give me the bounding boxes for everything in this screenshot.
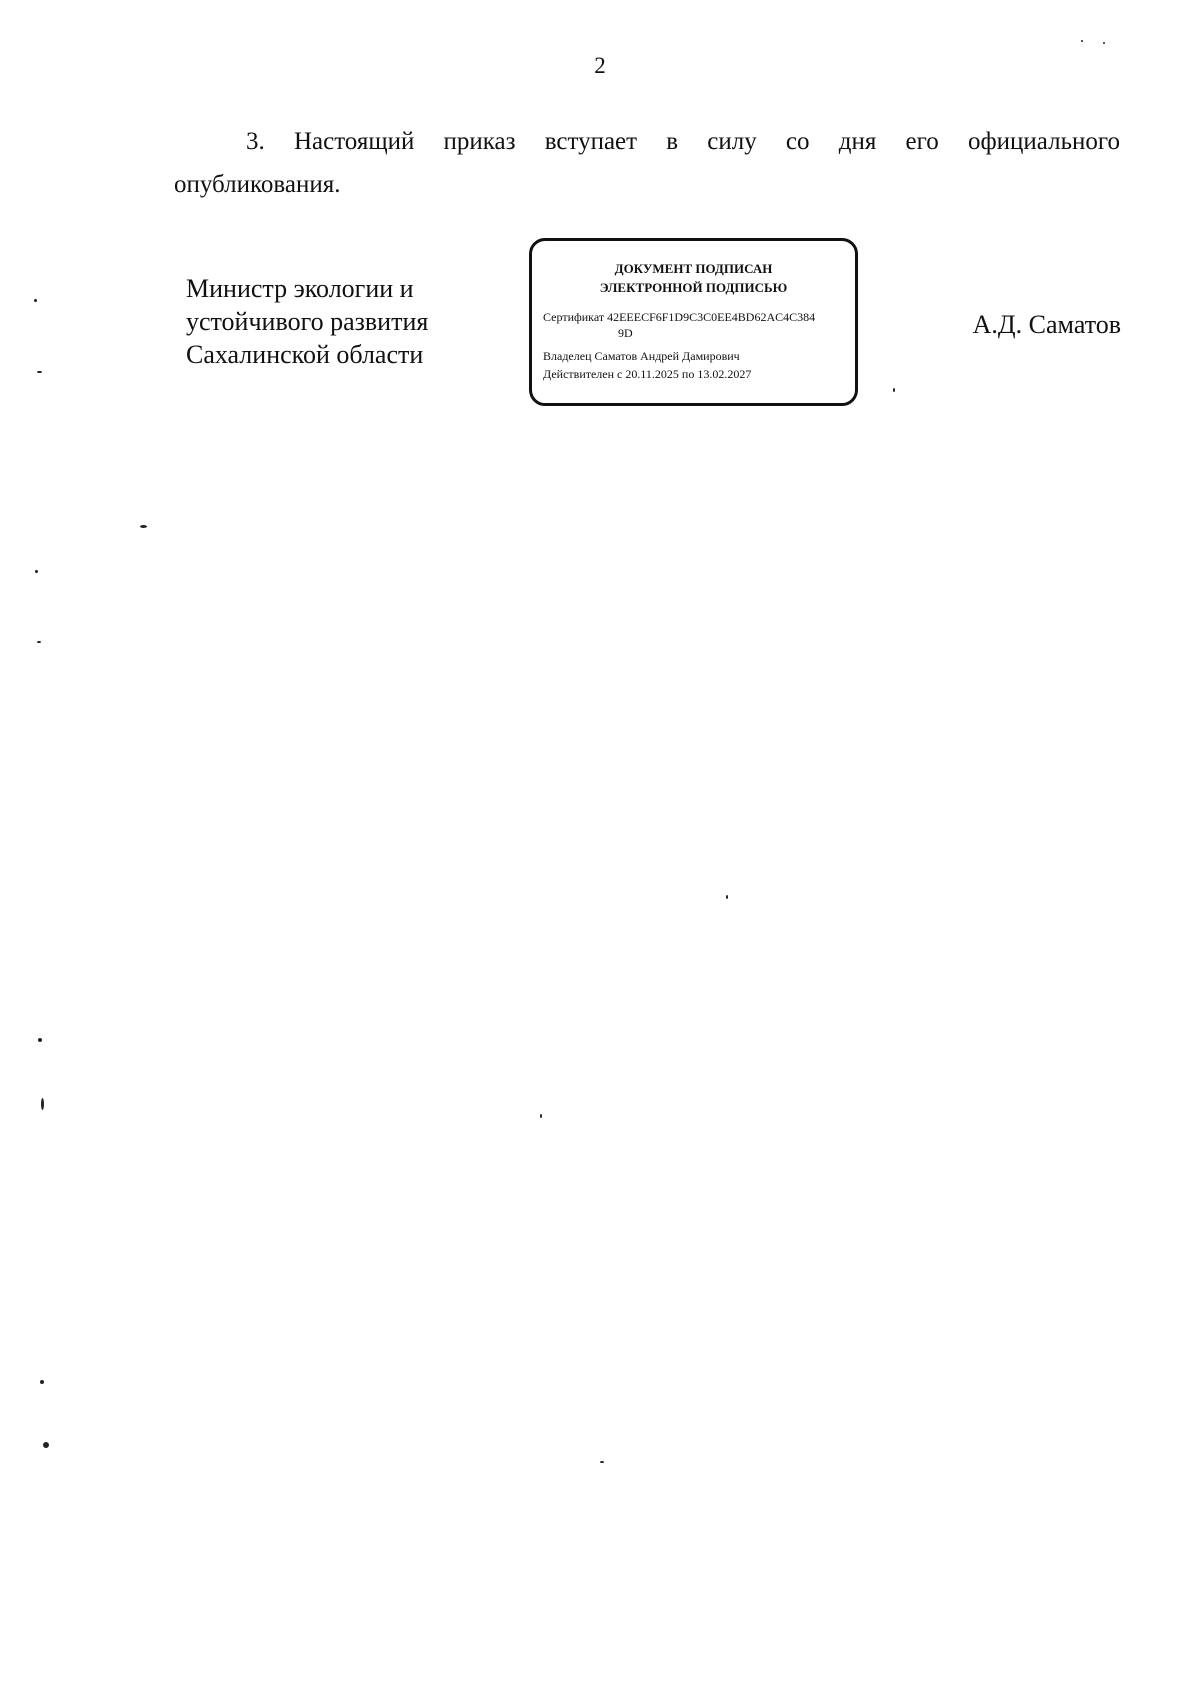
scan-speck [540,1114,542,1118]
signer-position-line-3: Сахалинской области [186,340,424,369]
scan-speck [38,1038,42,1042]
stamp-heading-line-1: ДОКУМЕНТ ПОДПИСАН [614,261,773,276]
scan-speck [1081,40,1083,42]
scan-speck [40,1380,44,1384]
stamp-owner-label: Владелец [543,349,592,363]
signer-position-line-2: устойчивого развития [186,307,429,336]
scan-speck [893,388,895,392]
signer-name: А.Д. Саматов [972,310,1121,339]
scan-speck [726,895,728,899]
signer-position-line-1: Министр экологии и [186,274,414,303]
scan-speck [35,570,38,573]
stamp-certificate-label: Сертификат [543,310,605,324]
stamp-certificate-value: 42EEECF6F1D9C3C0EE4BD62AC4C384 [607,310,816,324]
scan-speck [34,299,37,302]
scan-speck [37,371,42,373]
stamp-heading [532,259,855,297]
paragraph-3: 3. Настоящий приказ вступает в силу со дня его официального опубликования. [174,128,1120,198]
scan-speck [1103,42,1105,44]
stamp-certificate-tail: 9D [618,326,633,340]
scan-speck [600,1461,604,1463]
scan-speck [140,525,147,528]
scan-speck [43,1442,49,1448]
stamp-owner [543,349,740,364]
stamp-heading-line-2: ЭЛЕКТРОННОЙ ПОДПИСЬЮ [599,280,788,295]
electronic-signature-stamp [529,238,858,406]
stamp-certificate [543,310,815,325]
scan-speck [41,1098,44,1110]
signer-position [186,272,486,371]
page-number: 2 [594,53,606,78]
stamp-owner-value: Саматов Андрей Дамирович [594,349,740,363]
stamp-validity: Действителен с 20.11.2025 по 13.02.2027 [543,367,752,381]
scan-speck [37,641,41,643]
